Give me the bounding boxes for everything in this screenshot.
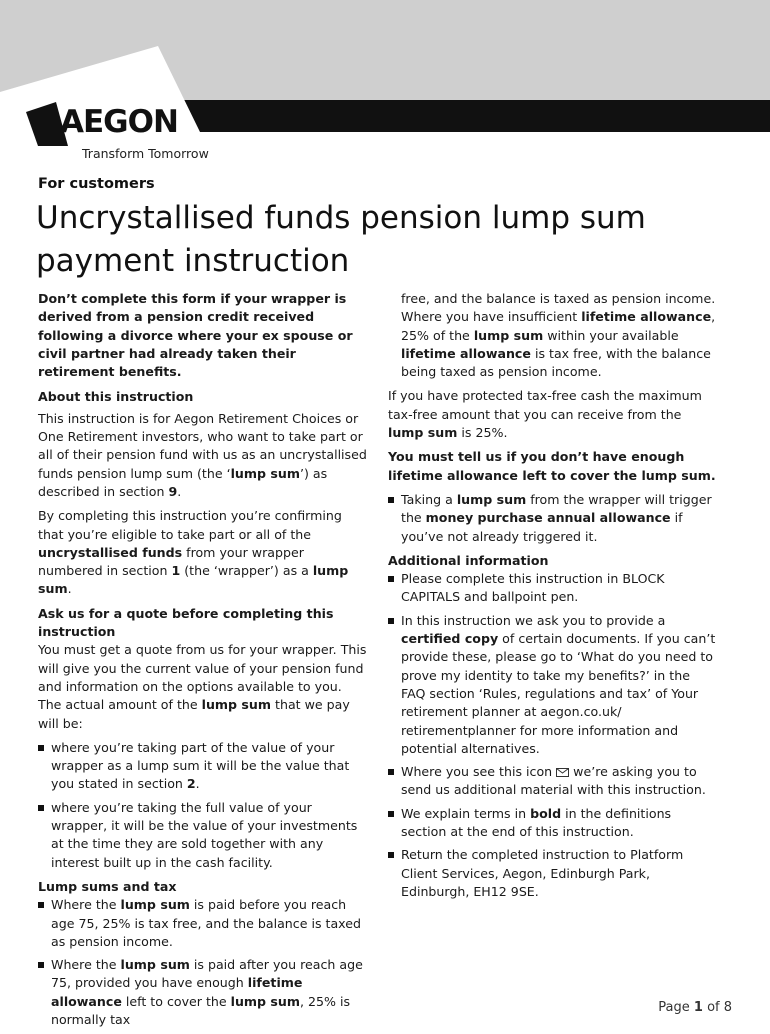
list-item: Taking a lump sum from the wrapper will trigger the money purchase annual allowance if you’ve not already triggered it. bbox=[388, 491, 718, 546]
brand-wordmark: AEGON bbox=[60, 104, 178, 140]
quote-list bbox=[38, 739, 368, 872]
about-heading: About this instruction bbox=[38, 389, 194, 405]
list-item: Where the lump sum is paid before you reach age 75, 25% is tax free, and the balance is taxed as pension income. bbox=[38, 896, 368, 951]
list-item: Return the completed instruction to Platform Client Services, Aegon, Edinburgh Park, Edinburgh, EH12 9SE. bbox=[388, 846, 718, 901]
tax-list bbox=[38, 896, 368, 1029]
list-item: We explain terms in bold in the definitions section at the end of this instruction. bbox=[388, 805, 718, 842]
tax-heading: Lump sums and tax bbox=[38, 878, 177, 894]
additional-heading: Additional information bbox=[388, 552, 549, 568]
list-item: Please complete this instruction in BLOCK CAPITALS and ballpoint pen. bbox=[388, 570, 718, 607]
list-item: Where the lump sum is paid after you reach age 75, provided you have enough lifetime allowance left to cover the lump sum, 25% is normally tax bbox=[38, 956, 368, 1029]
page-title: Uncrystallised funds pension lump sum payment instruction bbox=[36, 200, 646, 279]
header-white-wedge bbox=[0, 0, 770, 200]
divorce-warning: Don’t complete this form if your wrapper is derived from a pension credit received following a divorce where your ex spouse or civil partner had already taken their retirement benefits. bbox=[38, 291, 353, 380]
quote-paragraph: You must get a quote from us for your wrapper. This will give you the current value of your pension fund and information on the options available to you. The actual amount of the lump sum that we pay will be: bbox=[38, 642, 367, 731]
brand-tagline: Transform Tomorrow bbox=[82, 146, 209, 161]
list-item: where you’re taking the full value of your wrapper, it will be the value of your investments at the time they are sold together with any interest built up in the cash facility. bbox=[38, 799, 368, 872]
left-column bbox=[38, 290, 368, 1034]
about-paragraph-1: This instruction is for Aegon Retirement Choices or One Retirement investors, who want to take part or all of their pension fund with us as an uncrystallised funds pension lump sum (the ‘lump sum’) as described in section 9. bbox=[38, 410, 367, 499]
protected-cash-paragraph: If you have protected tax-free cash the maximum tax-free amount that you can receive from the lump sum is 25%. bbox=[388, 388, 702, 441]
list-item: where you’re taking part of the value of your wrapper as a lump sum it will be the value that you stated in section 2. bbox=[38, 739, 368, 794]
about-paragraph-2: By completing this instruction you’re confirming that you’re eligible to take part or all of the uncrystallised funds from your wrapper numbered in section 1 (the ‘wrapper’) as a lump sum. bbox=[38, 508, 349, 597]
tax-continuation: free, and the balance is taxed as pension income. Where you have insufficient lifetime allowance, 25% of the lump sum within your available lifetime allowance is tax free, with the balance being taxed as pension income. bbox=[401, 291, 716, 380]
audience-label: For customers bbox=[38, 176, 155, 192]
list-item: Where you see this icon we’re asking you to send us additional material with this instruction. bbox=[388, 763, 718, 800]
mpaa-list bbox=[388, 491, 718, 546]
envelope-icon bbox=[556, 768, 569, 777]
list-item: In this instruction we ask you to provide a certified copy of certain documents. If you can’t provide these, please go to ‘What do you need to prove my identity to take my benefits?’ in the FAQ section ‘Rules, regulations and tax’ of Your retirement planner at aegon.co.uk/ retirementplanner for more information and potential alternatives. bbox=[388, 612, 718, 758]
right-column bbox=[388, 290, 718, 906]
additional-list bbox=[388, 570, 718, 901]
lifetime-allowance-notice: You must tell us if you don’t have enough lifetime allowance left to cover the lump sum. bbox=[388, 449, 716, 483]
page-number: Page 1 of 8 bbox=[658, 1000, 732, 1015]
quote-heading: Ask us for a quote before completing this instruction bbox=[38, 605, 334, 640]
